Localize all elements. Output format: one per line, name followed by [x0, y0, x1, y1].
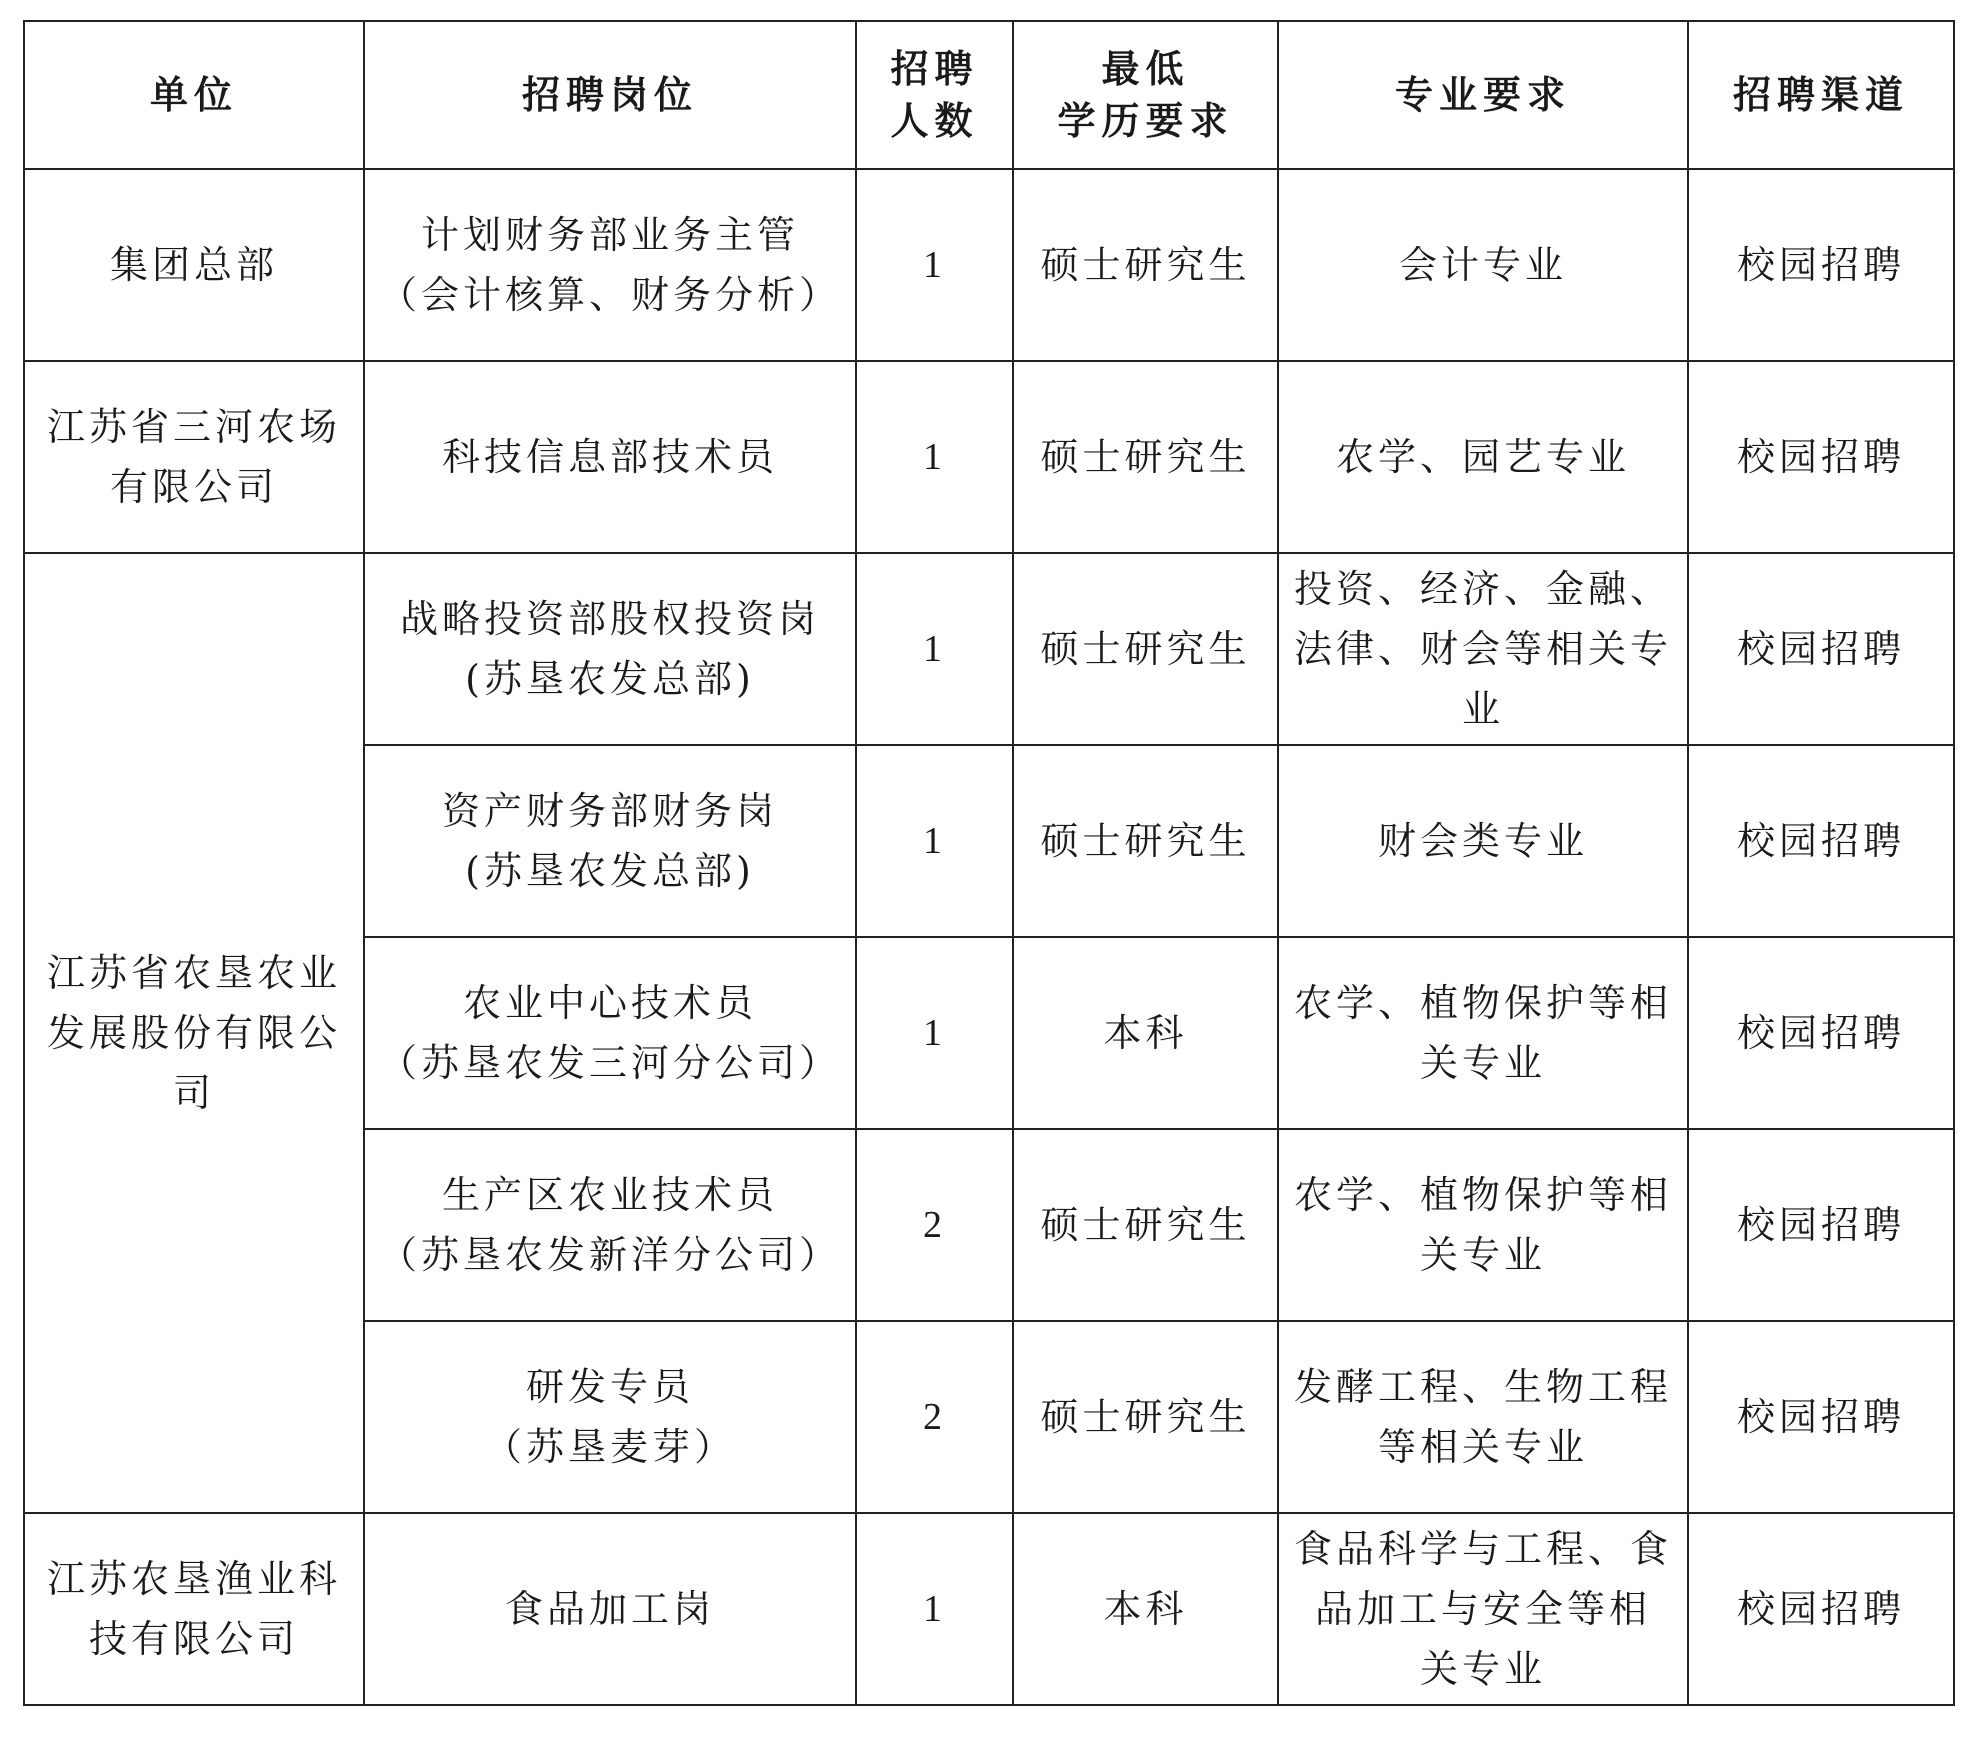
- unit-line: 江苏农垦渔业科: [46, 1557, 341, 1601]
- unit-line: 司: [172, 1071, 215, 1115]
- major-line: 会计专业: [1398, 243, 1567, 287]
- unit-line: 江苏省农垦农业: [46, 951, 341, 995]
- position-line: 资产财务部财务岗: [441, 789, 778, 833]
- education-cell: 硕士研究生: [1013, 1129, 1278, 1321]
- unit-line: 集团总部: [109, 243, 278, 287]
- major-cell: [1278, 1129, 1688, 1321]
- position-cell: [364, 1513, 856, 1705]
- position-line: （苏垦农发新洋分公司）: [378, 1233, 841, 1277]
- major-line: 投资、经济、金融、: [1293, 567, 1672, 611]
- major-line: 农学、植物保护等相: [1293, 1173, 1672, 1217]
- position-line: (苏垦农发总部): [465, 849, 755, 893]
- major-cell: [1278, 169, 1688, 361]
- count-cell: 2: [856, 1129, 1013, 1321]
- position-line: （会计核算、财务分析）: [378, 273, 841, 317]
- channel-cell: 校园招聘: [1688, 1321, 1954, 1513]
- position-line: 生产区农业技术员: [441, 1173, 778, 1217]
- position-line: (苏垦农发总部): [465, 657, 755, 701]
- position-line: 农业中心技术员: [462, 981, 757, 1025]
- table-row: [24, 1513, 1954, 1705]
- channel-cell: 校园招聘: [1688, 1513, 1954, 1705]
- header-count-line: 人数: [890, 98, 979, 143]
- count-cell: 2: [856, 1321, 1013, 1513]
- unit-cell: [24, 1513, 364, 1705]
- table-row: [24, 553, 1954, 745]
- header-count-line: 招聘: [890, 46, 979, 91]
- position-line: 战略投资部股权投资岗: [399, 597, 820, 641]
- count-cell: 1: [856, 361, 1013, 553]
- channel-cell: 校园招聘: [1688, 745, 1954, 937]
- position-cell: [364, 169, 856, 361]
- education-cell: 硕士研究生: [1013, 553, 1278, 745]
- major-cell: [1278, 553, 1688, 745]
- major-line: 关专业: [1419, 1041, 1546, 1085]
- education-cell: 硕士研究生: [1013, 169, 1278, 361]
- major-line: 等相关专业: [1377, 1425, 1588, 1469]
- recruitment-table: [23, 20, 1955, 1706]
- position-cell: [364, 361, 856, 553]
- major-line: 财会类专业: [1377, 819, 1588, 863]
- education-cell: 硕士研究生: [1013, 745, 1278, 937]
- major-line: 农学、园艺专业: [1335, 435, 1630, 479]
- education-cell: 本科: [1013, 937, 1278, 1129]
- education-cell: 本科: [1013, 1513, 1278, 1705]
- channel-cell: 校园招聘: [1688, 361, 1954, 553]
- count-cell: 1: [856, 937, 1013, 1129]
- count-cell: 1: [856, 553, 1013, 745]
- channel-cell: 校园招聘: [1688, 169, 1954, 361]
- major-line: 食品科学与工程、食: [1293, 1527, 1672, 1571]
- position-cell: [364, 937, 856, 1129]
- position-line: 研发专员: [525, 1365, 694, 1409]
- count-cell: 1: [856, 169, 1013, 361]
- channel-cell: 校园招聘: [1688, 1129, 1954, 1321]
- position-line: 计划财务部业务主管: [420, 213, 799, 257]
- major-cell: [1278, 1513, 1688, 1705]
- position-line: （苏垦农发三河分公司）: [378, 1041, 841, 1085]
- major-cell: [1278, 745, 1688, 937]
- position-cell: [364, 1129, 856, 1321]
- position-line: 食品加工岗: [504, 1587, 715, 1631]
- unit-line: 有限公司: [109, 465, 278, 509]
- major-cell: [1278, 361, 1688, 553]
- major-line: 品加工与安全等相: [1314, 1587, 1651, 1631]
- major-line: 法律、财会等相关专: [1293, 627, 1672, 671]
- major-line: 业: [1461, 687, 1504, 731]
- table-row: [24, 361, 1954, 553]
- channel-cell: 校园招聘: [1688, 937, 1954, 1129]
- channel-cell: 校园招聘: [1688, 553, 1954, 745]
- position-line: 科技信息部技术员: [441, 435, 778, 479]
- unit-line: 技有限公司: [88, 1617, 299, 1661]
- count-cell: 1: [856, 1513, 1013, 1705]
- header-major: 专业要求: [1278, 21, 1688, 169]
- header-position: 招聘岗位: [364, 21, 856, 169]
- unit-cell: [24, 553, 364, 1513]
- unit-cell: [24, 361, 364, 553]
- major-line: 关专业: [1419, 1647, 1546, 1691]
- header-channel: 招聘渠道: [1688, 21, 1954, 169]
- table-row: [24, 169, 1954, 361]
- position-cell: [364, 553, 856, 745]
- header-count: [856, 21, 1013, 169]
- header-row: [24, 21, 1954, 169]
- major-cell: [1278, 937, 1688, 1129]
- major-cell: [1278, 1321, 1688, 1513]
- education-cell: 硕士研究生: [1013, 1321, 1278, 1513]
- major-line: 关专业: [1419, 1233, 1546, 1277]
- header-education: [1013, 21, 1278, 169]
- position-line: （苏垦麦芽）: [483, 1425, 736, 1469]
- major-line: 农学、植物保护等相: [1293, 981, 1672, 1025]
- header-education-line: 最低: [1101, 46, 1190, 91]
- major-line: 发酵工程、生物工程: [1293, 1365, 1672, 1409]
- unit-cell: [24, 169, 364, 361]
- unit-line: 江苏省三河农场: [46, 405, 341, 449]
- position-cell: [364, 1321, 856, 1513]
- unit-line: 发展股份有限公: [46, 1011, 341, 1055]
- education-cell: 硕士研究生: [1013, 361, 1278, 553]
- position-cell: [364, 745, 856, 937]
- count-cell: 1: [856, 745, 1013, 937]
- header-education-line: 学历要求: [1057, 98, 1234, 143]
- header-unit: 单位: [24, 21, 364, 169]
